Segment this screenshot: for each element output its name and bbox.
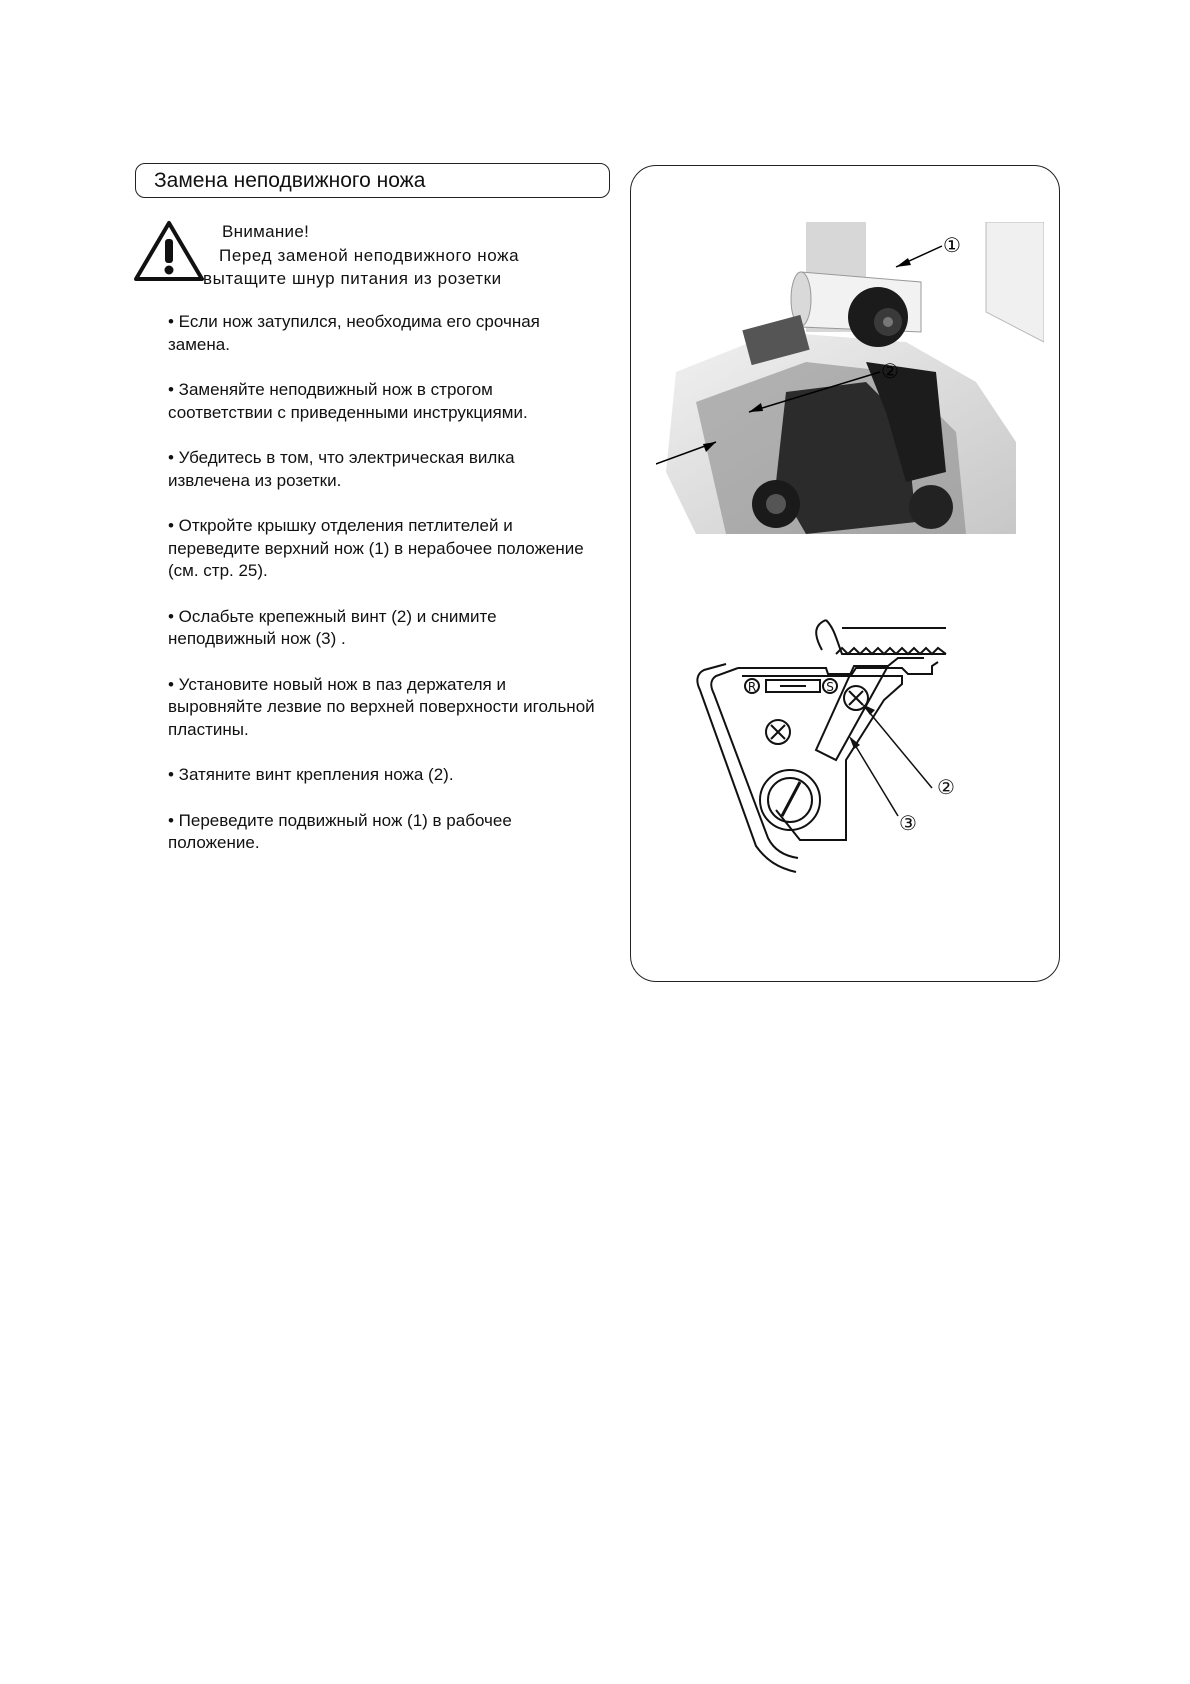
warning-text-line-1: Перед заменой неподвижного ножа: [219, 246, 520, 265]
instruction-item: • Заменяйте неподвижный нож в строгом соответствии с приведенными инструкциями.: [168, 380, 528, 422]
instruction-item: • Убедитесь в том, что электрическая вилка извлечена из розетки.: [168, 448, 515, 490]
warning-text-line-2: вытащите шнур питания из розетки: [203, 269, 502, 288]
warning-triangle-icon: [133, 220, 205, 282]
label-s: S: [826, 680, 834, 694]
knife-holder-diagram: [656, 610, 1044, 930]
callout-1-photo: ①: [943, 233, 961, 257]
instruction-item: • Затяните винт крепления ножа (2).: [168, 765, 454, 784]
instruction-item: • Ослабьте крепежный винт (2) и снимите неподвижный нож (3) .: [168, 606, 497, 648]
instruction-item: • Переведите подвижный нож (1) в рабочее положение.: [168, 810, 512, 852]
warning-title: Внимание!: [222, 222, 310, 241]
callout-2-diagram: ②: [937, 775, 955, 799]
instruction-item: • Откройте крышку отделения петлителей и переведите верхний нож (1) в нерабочее положение (см. стр. 25).: [168, 516, 584, 580]
instruction-list: [168, 311, 598, 878]
instruction-item: • Если нож затупился, необходима его срочная замена.: [168, 312, 540, 354]
section-title: Замена неподвижного ножа: [135, 163, 610, 198]
instruction-item: • Установите новый нож в паз держателя и выровняйте лезвие по верхней поверхности игольной пластины.: [168, 674, 595, 739]
callout-2-photo: ②: [881, 359, 899, 383]
callout-3-diagram: ③: [899, 811, 917, 835]
machine-photo: [656, 222, 1044, 534]
label-r: R: [747, 680, 757, 694]
